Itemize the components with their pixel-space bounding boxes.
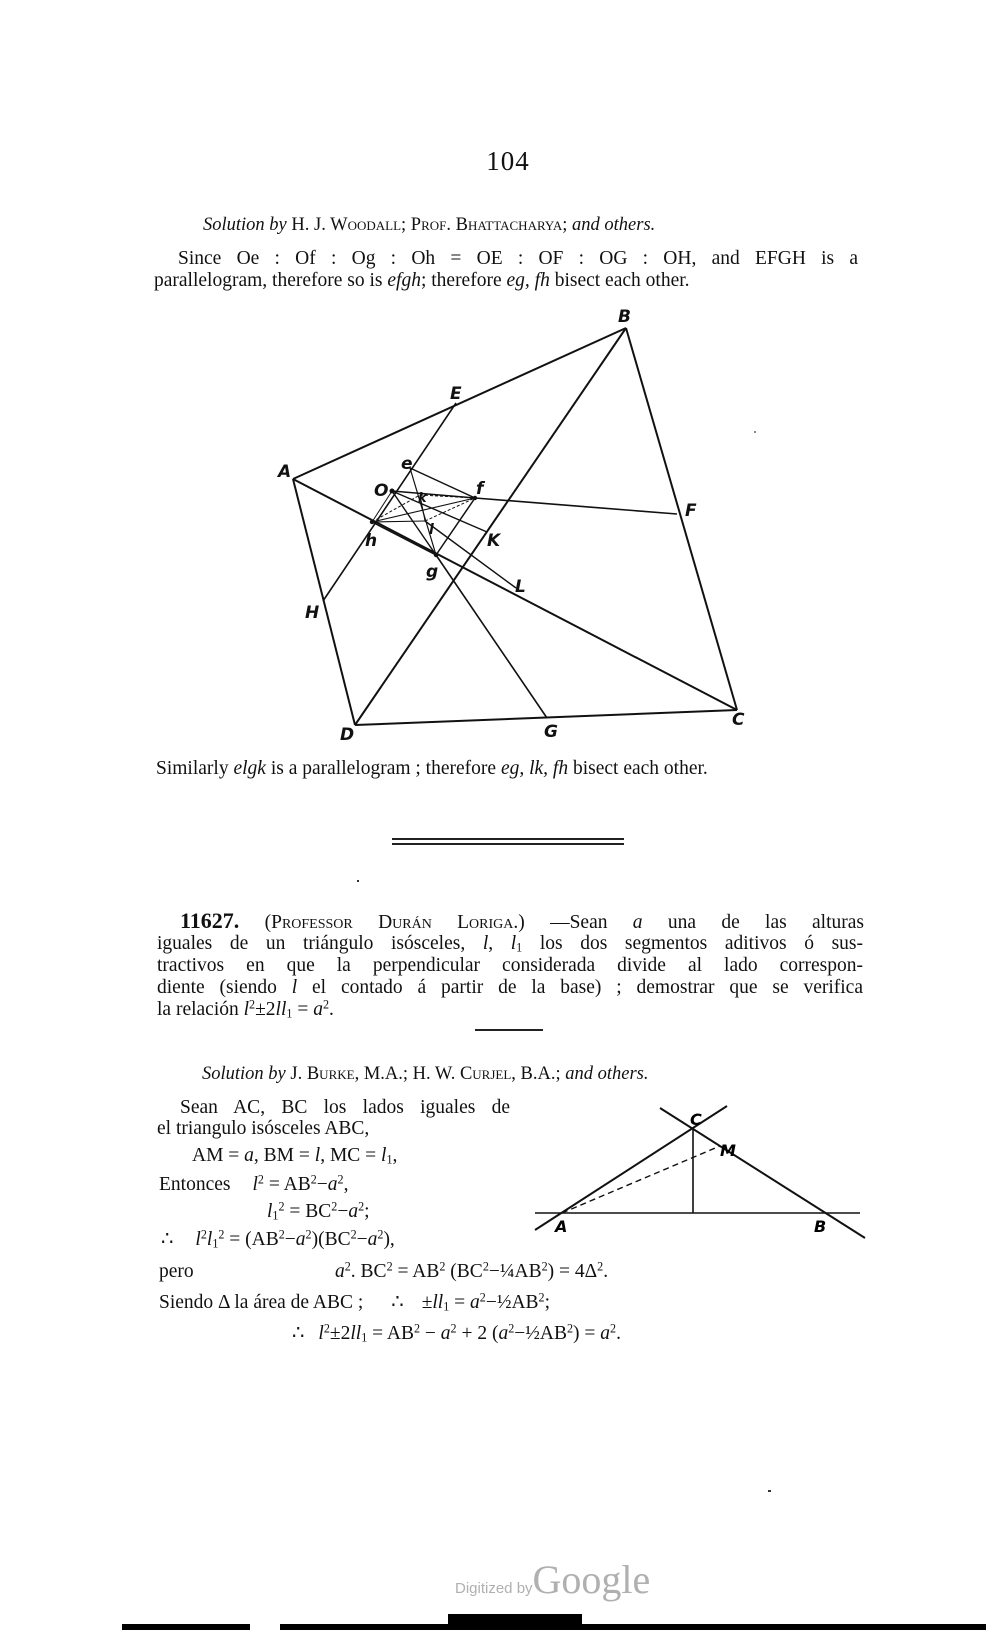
text: + 2 ( — [456, 1323, 499, 1344]
proof-line-label: pero — [159, 1261, 194, 1282]
superscript: 2 — [322, 997, 329, 1012]
text: alturas — [812, 912, 864, 933]
math: eg, fh — [506, 270, 550, 291]
math: l — [195, 1229, 201, 1250]
subscript: 1 — [286, 1006, 293, 1021]
solution-author: Prof. Bhattacharya — [410, 215, 563, 235]
point-g — [434, 553, 438, 557]
separator: ; — [562, 215, 568, 235]
text: −½AB — [514, 1323, 567, 1344]
side-DA — [293, 479, 355, 725]
digitized-by-google-watermark — [455, 1556, 650, 1603]
math: l — [381, 1145, 387, 1166]
watermark-text: Digitized by — [455, 1580, 533, 1597]
math: a — [335, 1261, 345, 1282]
line-hl — [372, 521, 425, 522]
solution-prefix: Solution by — [203, 215, 287, 235]
text: −¼AB — [488, 1261, 542, 1282]
subscript: 1 — [386, 1152, 393, 1167]
text: ±2 — [329, 1323, 351, 1344]
superscript: 2 — [350, 1227, 357, 1242]
label-e: e — [401, 454, 413, 474]
math: l — [318, 1323, 324, 1344]
text: EFGH — [754, 248, 806, 269]
label-k: k — [418, 491, 427, 506]
text: ; therefore — [420, 270, 507, 291]
superscript: 2 — [331, 1199, 338, 1214]
superscript: 2 — [344, 1259, 351, 1274]
math: l — [243, 999, 250, 1020]
text: (BC — [445, 1261, 483, 1282]
text: ; — [544, 1292, 551, 1313]
math: a — [295, 1229, 306, 1250]
proof-line — [292, 1323, 621, 1345]
label-L: L — [515, 577, 526, 597]
label-C: C — [732, 710, 745, 730]
superscript: 2 — [257, 1172, 264, 1187]
subscript: 1 — [516, 940, 523, 955]
superscript: 2 — [305, 1227, 312, 1242]
label-G: G — [544, 722, 558, 742]
text: = AB — [263, 1174, 311, 1195]
superscript: 2 — [358, 1199, 365, 1214]
text: − — [356, 1229, 368, 1250]
label-H: H — [305, 603, 320, 623]
text: bisect each other. — [568, 758, 708, 779]
text: ; — [364, 1201, 370, 1222]
proof-line — [192, 1145, 397, 1167]
therefore-symbol: ∴ — [391, 1292, 404, 1313]
text: ), — [383, 1229, 395, 1250]
problem-proposer: (Professor Durán Loriga.) — [264, 912, 525, 933]
math: a — [600, 1323, 611, 1344]
label-F: F — [685, 501, 697, 521]
problem-line — [180, 910, 864, 934]
proof-line — [267, 1201, 370, 1223]
proof-line: Sean AC, BC los lados iguales de — [180, 1097, 510, 1118]
text: = AB — [392, 1261, 440, 1282]
speck — [768, 1490, 771, 1492]
math: a — [632, 912, 643, 933]
math: l — [252, 1174, 258, 1195]
subscript: 1 — [272, 1208, 279, 1223]
text: de — [721, 912, 740, 933]
text: las — [765, 912, 787, 933]
superscript: 2 — [337, 1172, 344, 1187]
text: —Sean — [550, 912, 608, 933]
proof-line — [335, 1261, 608, 1283]
math: l — [267, 1201, 273, 1222]
superscript: 2 — [538, 1290, 545, 1305]
superscript: 2 — [482, 1259, 489, 1274]
solution-author: J. Burke, M.A. — [290, 1064, 403, 1084]
math: a — [313, 999, 323, 1020]
text: )(BC — [311, 1229, 351, 1250]
speck — [754, 431, 756, 433]
triangle-figure — [520, 1100, 870, 1240]
label-B: B — [814, 1217, 827, 1236]
subscript: 1 — [212, 1236, 219, 1251]
math: a — [498, 1323, 509, 1344]
speck — [357, 880, 359, 882]
text: ) = 4Δ — [547, 1261, 598, 1282]
text: . BC — [350, 1261, 387, 1282]
math: l — [482, 933, 489, 954]
text: diente (siendo — [157, 977, 292, 998]
superscript: 2 — [249, 997, 256, 1012]
paragraph-line — [156, 758, 708, 780]
google-logo: Google — [532, 1557, 651, 1602]
solution-suffix: and others. — [565, 1064, 649, 1084]
text: el contado á partir de la base) ; demostrar que se verifica — [297, 977, 863, 998]
solution-prefix: Solution by — [202, 1064, 286, 1084]
label-O: O — [374, 481, 389, 501]
superscript: 2 — [323, 1321, 330, 1336]
superscript: 2 — [610, 1321, 617, 1336]
separator: ; — [555, 1064, 561, 1084]
problem-line: tractivos en que la perpendicular considerada divide al lado correspon- — [157, 955, 863, 976]
superscript: 2 — [414, 1321, 421, 1336]
text: = AB — [367, 1323, 414, 1344]
text: ±2 — [255, 999, 276, 1020]
text: − — [337, 1201, 349, 1222]
label-D: D — [340, 725, 355, 745]
text: . — [328, 999, 334, 1020]
text: − — [420, 1323, 441, 1344]
altitude-AM — [562, 1146, 720, 1213]
label-C: C — [690, 1110, 702, 1129]
proof-line: el triangulo isósceles ABC, — [157, 1118, 370, 1139]
therefore-symbol: ∴ — [292, 1323, 305, 1344]
math: l — [291, 977, 298, 998]
text: − — [316, 1174, 328, 1195]
solution-author: H. J. Woodall — [291, 215, 402, 235]
superscript: 2 — [479, 1290, 486, 1305]
scan-edge-bar — [122, 1624, 250, 1630]
side-gh — [372, 522, 436, 555]
label-f: f — [476, 479, 484, 499]
math: l — [314, 1145, 321, 1166]
problem-number: 11627. — [180, 908, 240, 933]
text: −½AB — [485, 1292, 539, 1313]
math: a — [244, 1145, 254, 1166]
section-divider — [392, 838, 624, 840]
text: iguales de un triángulo isósceles, — [157, 933, 483, 954]
superscript: 2 — [386, 1259, 393, 1274]
label-A: A — [278, 462, 292, 482]
math: a — [440, 1323, 451, 1344]
math: l — [510, 933, 517, 954]
label-K: K — [487, 531, 501, 551]
page-number: 104 — [486, 146, 530, 176]
text: = (AB — [224, 1229, 279, 1250]
superscript: 2 — [310, 1172, 317, 1187]
text: , — [488, 933, 511, 954]
point-h — [370, 520, 374, 524]
text: una — [667, 912, 696, 933]
therefore-symbol: ∴ — [161, 1229, 174, 1250]
superscript: 2 — [200, 1227, 207, 1242]
math-ratio: Oe : Of : Og : Oh = OE : OF : OG : OH, — [236, 248, 697, 269]
text: = — [449, 1292, 471, 1313]
problem-line — [157, 933, 863, 955]
label-E: E — [450, 384, 462, 404]
side-fg — [436, 498, 475, 555]
math: l — [206, 1229, 213, 1250]
text: , BM = — [253, 1145, 315, 1166]
scan-edge-bar — [280, 1624, 986, 1630]
superscript: 2 — [377, 1227, 384, 1242]
superscript: 2 — [439, 1259, 446, 1274]
proof-line — [161, 1229, 395, 1251]
math: a — [367, 1229, 378, 1250]
label-B: B — [618, 307, 631, 327]
label-A: A — [555, 1217, 568, 1236]
math: a — [327, 1174, 338, 1195]
math: ll — [432, 1292, 444, 1313]
math: a — [470, 1292, 480, 1313]
solution-suffix: and others. — [572, 215, 656, 235]
text: Since — [178, 248, 222, 269]
text: − — [284, 1229, 296, 1250]
text: . — [616, 1323, 621, 1344]
text: Siendo Δ la área de ABC ; — [159, 1292, 364, 1313]
superscript: 2 — [566, 1321, 574, 1336]
diagonal-BD — [355, 328, 626, 725]
superscript: 2 — [218, 1227, 225, 1242]
math: ll — [275, 999, 287, 1020]
text: . — [603, 1261, 609, 1282]
text: AM = — [192, 1145, 245, 1166]
math: elgk — [233, 758, 266, 779]
superscript: 2 — [508, 1321, 515, 1336]
text: , — [343, 1174, 349, 1195]
text: ) = — [573, 1323, 601, 1344]
text: is a parallelogram ; therefore — [265, 758, 501, 779]
side-BC — [626, 328, 737, 710]
proof-line — [159, 1292, 550, 1314]
problem-line — [157, 977, 863, 999]
text: , MC = — [320, 1145, 382, 1166]
problem-line — [157, 999, 334, 1021]
quadrilateral-figure — [0, 0, 986, 760]
proof-line — [159, 1174, 348, 1196]
text: Entonces — [159, 1174, 231, 1195]
math: efgh — [387, 270, 421, 291]
text: los dos segmentos aditivos ó sus- — [522, 933, 864, 954]
solution-heading-2 — [202, 1063, 649, 1085]
text: = — [292, 999, 314, 1020]
line-gG — [436, 555, 547, 718]
subscript: 1 — [361, 1330, 368, 1345]
separator: ; — [401, 215, 407, 235]
text: = BC — [284, 1201, 332, 1222]
subscript: 1 — [443, 1299, 450, 1314]
text: a — [849, 248, 859, 269]
superscript: 2 — [278, 1227, 285, 1242]
text: is — [821, 248, 835, 269]
scan-edge-block — [448, 1614, 582, 1630]
text: bisect each other. — [549, 270, 690, 291]
superscript: 2 — [278, 1199, 285, 1214]
text: and — [711, 248, 740, 269]
label-h: h — [365, 531, 378, 551]
text: parallelogram, therefore so is — [154, 270, 388, 291]
point-O — [390, 489, 395, 494]
separator: ; — [402, 1064, 409, 1084]
short-divider — [475, 1029, 543, 1031]
label-g: g — [426, 562, 439, 582]
math: ll — [350, 1323, 362, 1344]
text: Similarly — [156, 758, 234, 779]
superscript: 2 — [597, 1259, 604, 1274]
text: ± — [421, 1292, 433, 1313]
section-divider — [392, 843, 624, 845]
math: a — [348, 1201, 359, 1222]
text: la relación — [157, 999, 244, 1020]
text: , — [392, 1145, 398, 1166]
superscript: 2 — [541, 1259, 548, 1274]
superscript: 2 — [450, 1321, 457, 1336]
solution-author: H. W. Curjel, B.A. — [412, 1064, 556, 1084]
label-l: l — [429, 522, 434, 538]
label-M: M — [720, 1141, 736, 1160]
math: eg, lk, fh — [500, 758, 569, 779]
